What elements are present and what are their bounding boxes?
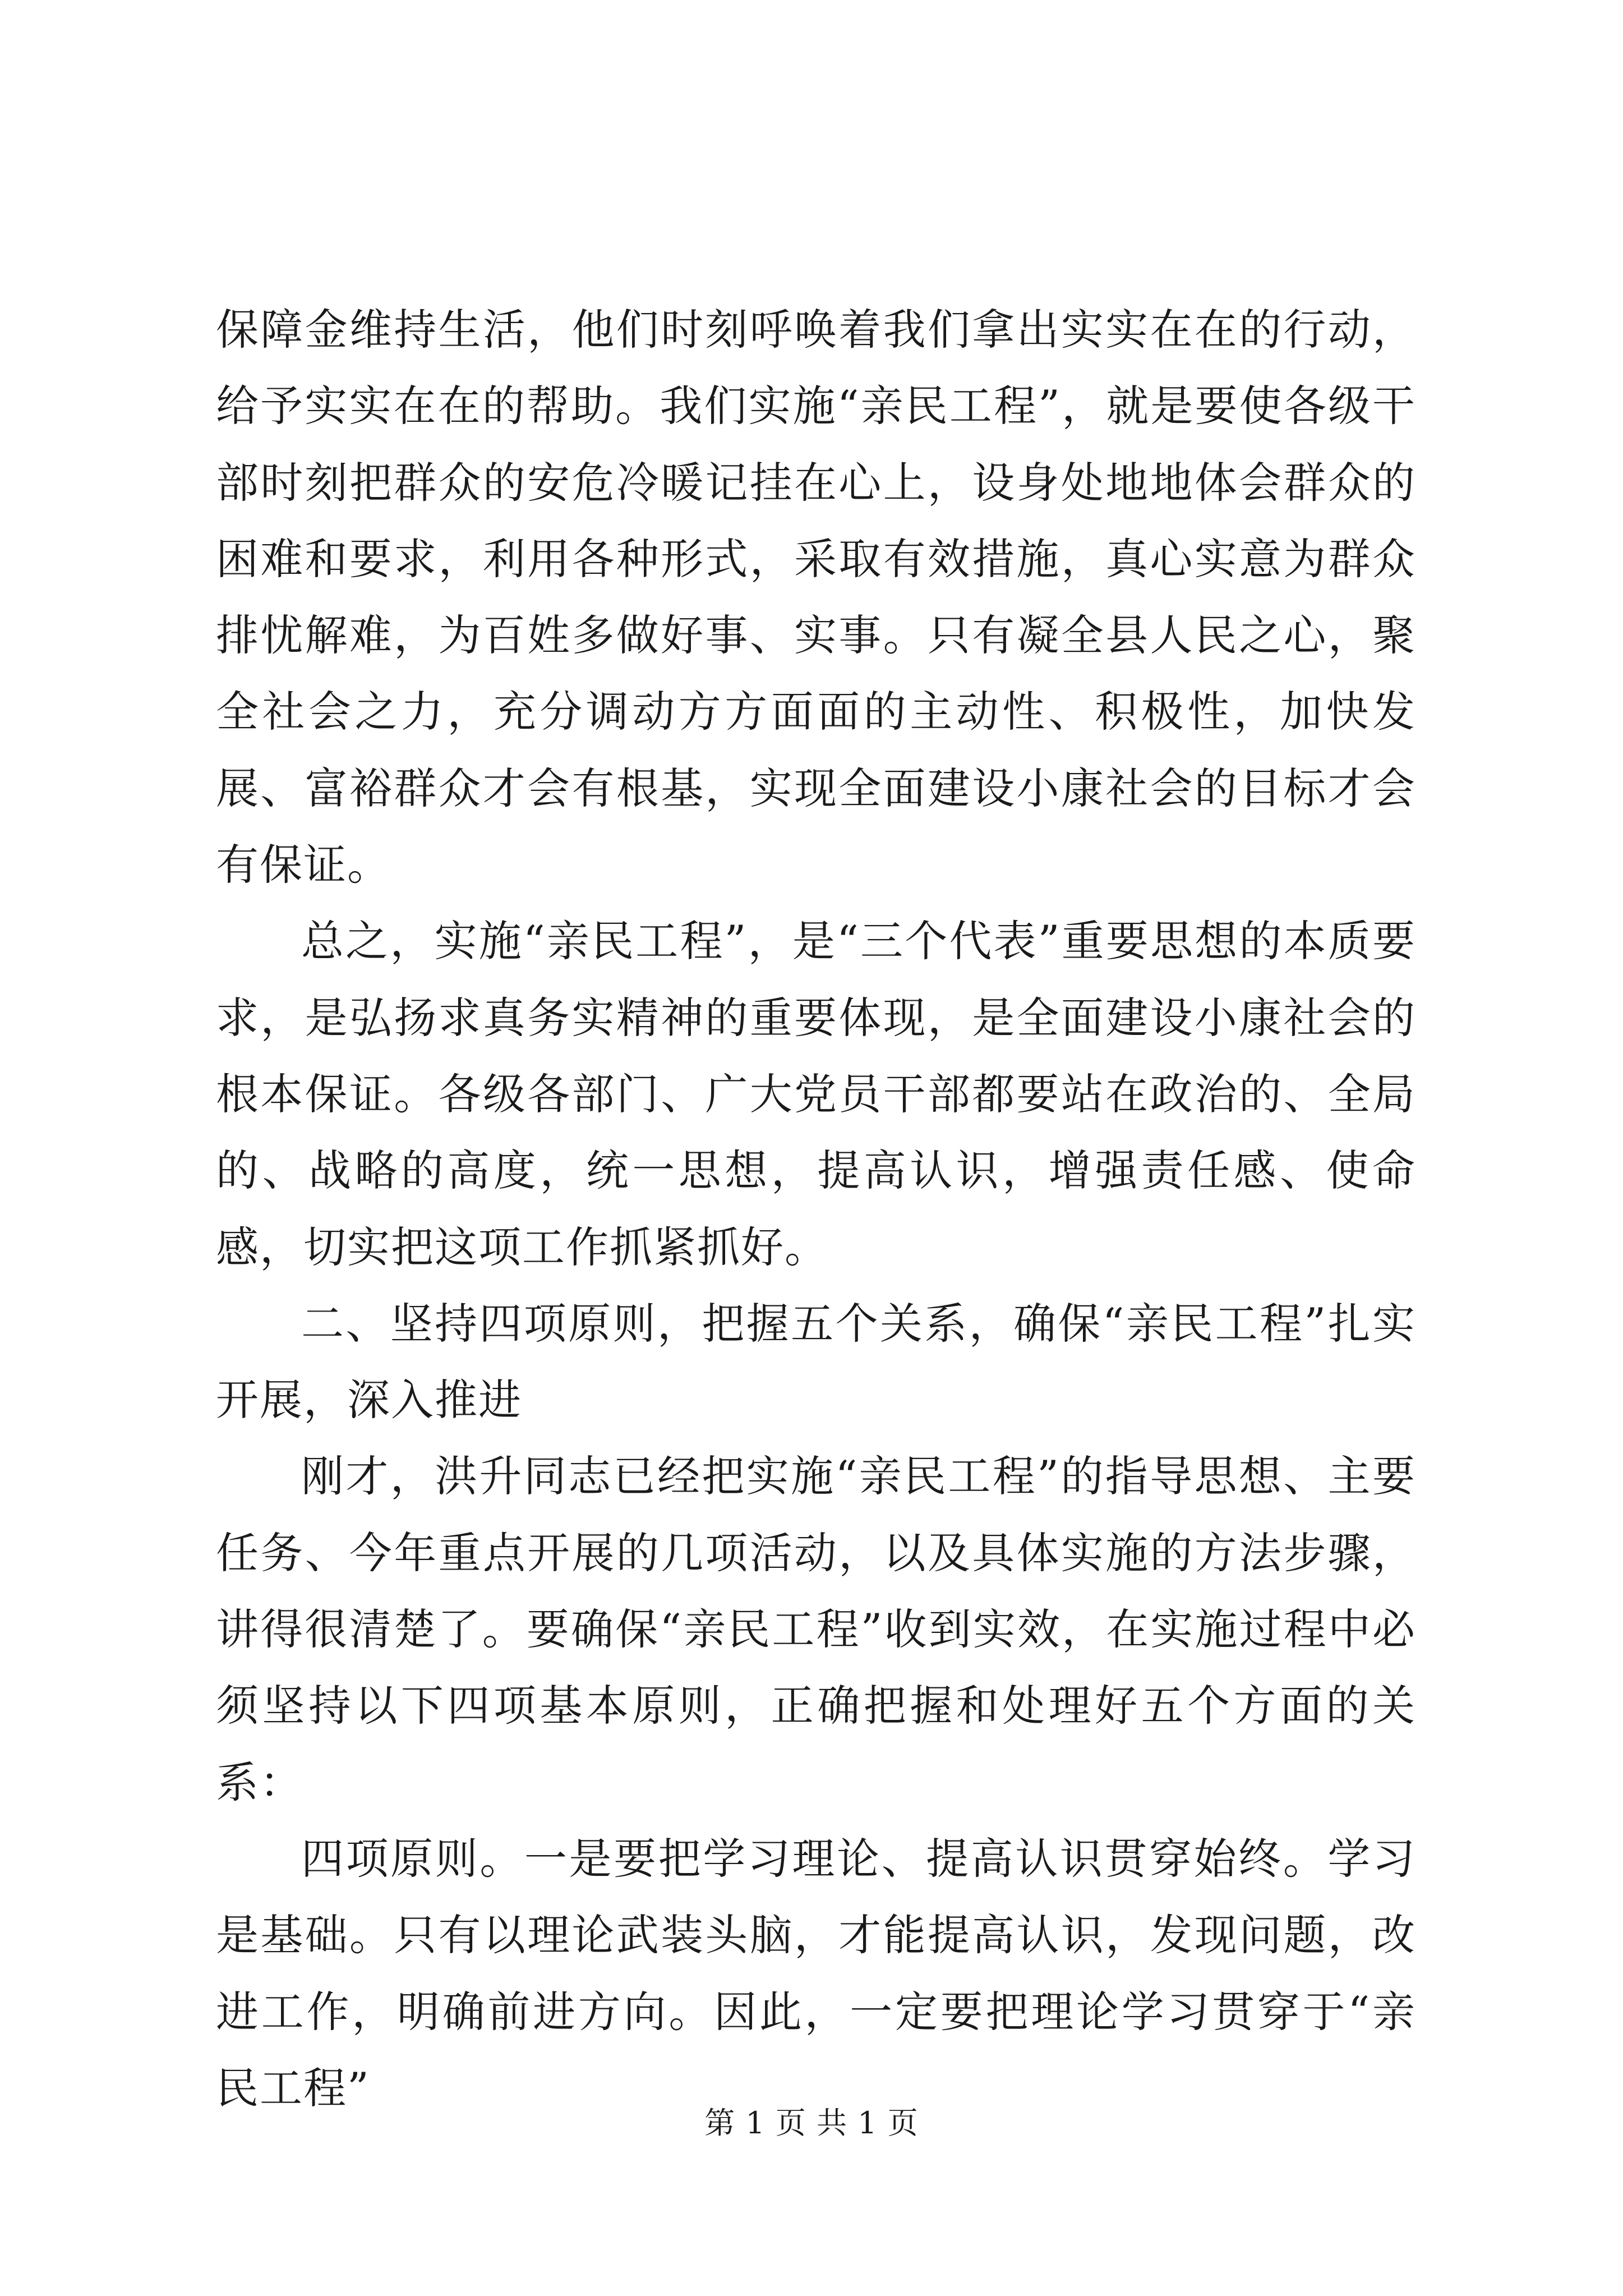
document-body — [216, 292, 1416, 2127]
paragraph-summary: 总之，实施“亲民工程”，是“三个代表”重要思想的本质要求，是弘扬求真务实精神的重要体现，是全面建设小康社会的根本保证。各级各部门、广大党员干部都要站在政治的、全局的、战略的高度，统一思想，提高认识，增强责任感、使命感，切实把这项工作抓紧抓好。 — [216, 916, 1416, 1272]
section-heading: 二、坚持四项原则，把握五个关系，确保“亲民工程”扎实开展，深入推进 — [216, 1298, 1416, 1425]
paragraph-intro: 刚才，洪升同志已经把实施“亲民工程”的指导思想、主要任务、今年重点开展的几项活动，以及具体实施的方法步骤，讲得很清楚了。要确保“亲民工程”收到实效，在实施过程中必须坚持以下四项基本原则，正确把握和处理好五个方面的关系： — [216, 1451, 1416, 1807]
paragraph-principles: 四项原则。一是要把学习理论、提高认识贯穿始终。学习是基础。只有以理论武装头脑，才能提高认识，发现问题，改进工作，明确前进方向。因此，一定要把理论学习贯穿于“亲民工程” — [216, 1833, 1416, 2113]
page-footer: 第 1 页 共 1 页 — [704, 2105, 919, 2141]
paragraph-continuation: 保障金维持生活，他们时刻呼唤着我们拿出实实在在的行动，给予实实在在的帮助。我们实施“亲民工程”，就是要使各级干部时刻把群众的安危冷暖记挂在心上，设身处地地体会群众的困难和要求，利用各种形式，采取有效措施，真心实意为群众排忧解难，为百姓多做好事、实事。只有凝全县人民之心，聚全社会之力，充分调动方方面面的主动性、积极性，加快发展、富裕群众才会有根基，实现全面建设小康社会的目标才会有保证。 — [216, 305, 1416, 890]
